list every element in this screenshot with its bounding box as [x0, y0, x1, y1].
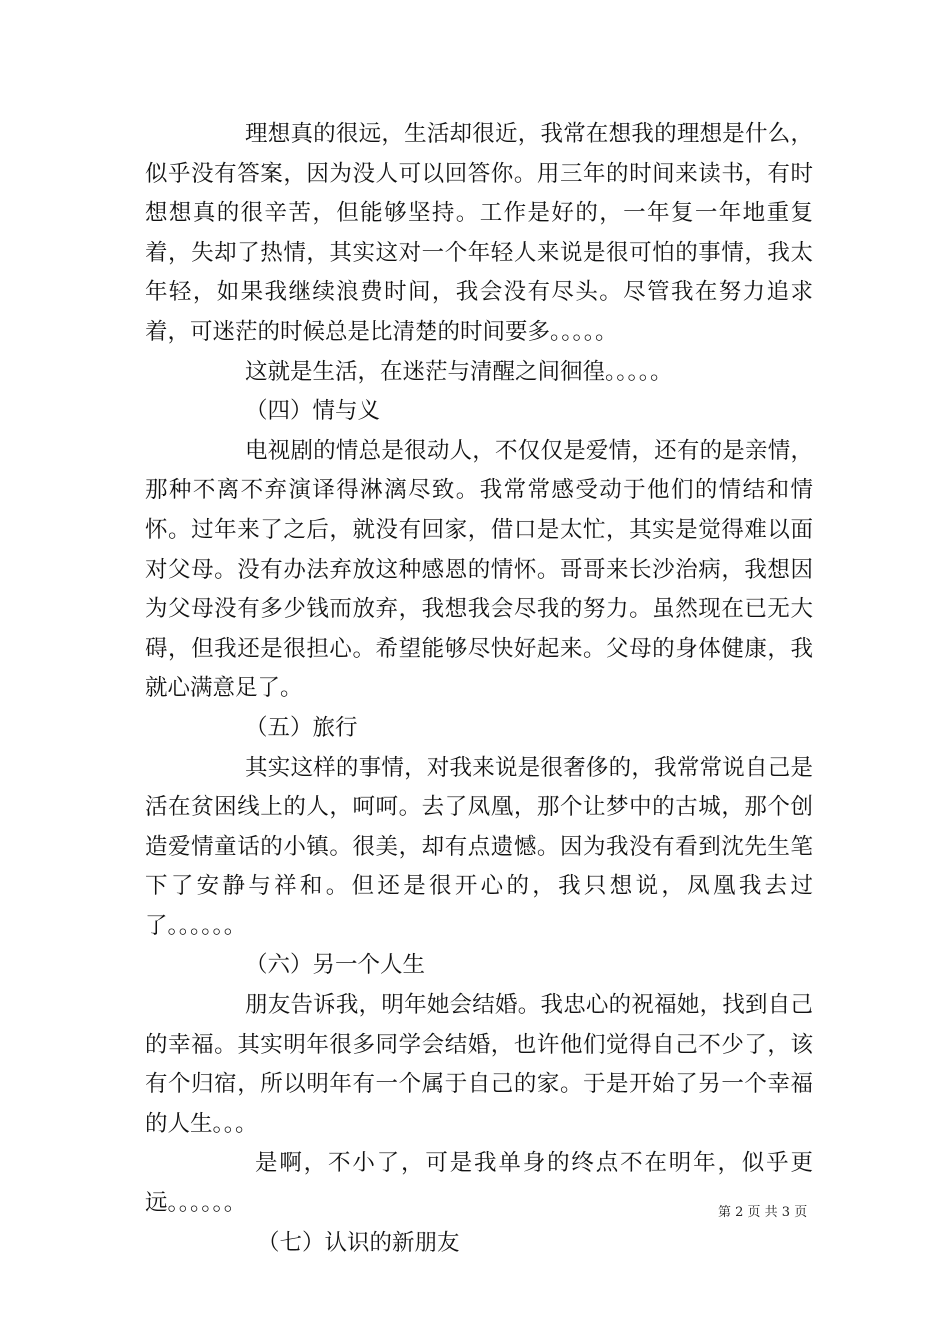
section-heading-7: （七）认识的新朋友: [257, 1229, 460, 1256]
page-number-footer: 第 2 页 共 3 页: [718, 1205, 808, 1220]
section-heading-6: （六）另一个人生: [245, 952, 426, 979]
section-heading-4: （四）情与义: [245, 398, 381, 425]
paragraph-travel: 其实这样的事情，对我来说是很奢侈的，我常常说自己是活在贫困线上的人，呵呵。去了凤凰，那个让梦中的古城，那个创造爱情童话的小镇。很美，却有点遗憾。因为我没有看到沈先生笔下了安静与祥和。但还是很开心的，我只想说，凤凰我去过了。。。。。。: [145, 754, 813, 939]
paragraph-single: 是啊，不小了，可是我单身的终点不在明年，似乎更远。。。。。。: [145, 1150, 813, 1217]
paragraph-ideal: 理想真的很远，生活却很近，我常在想我的理想是什么，似乎没有答案，因为没人可以回答你。用三年的时间来读书，有时想想真的很辛苦，但能够坚持。工作是好的，一年复一年地重复着，失却了热情，其实这对一个年轻人来说是很可怕的事情，我太年轻，如果我继续浪费时间，我会没有尽头。尽管我在努力追求着，可迷茫的时候总是比清楚的时间要多。。。。。: [145, 121, 813, 345]
section-heading-5: （五）旅行: [245, 714, 358, 741]
paragraph-another-life: 朋友告诉我，明年她会结婚。我忠心的祝福她，找到自己的幸福。其实明年很多同学会结婚，也许他们觉得自己不少了，该有个归宿，所以明年有一个属于自己的家。于是开始了另一个幸福的人生。。。: [145, 992, 813, 1137]
document-body: [145, 115, 813, 1263]
paragraph-life: 这就是生活，在迷茫与清醒之间徊徨。。。。。: [245, 358, 673, 385]
paragraph-family: 电视剧的情总是很动人，不仅仅是爱情，还有的是亲情，那种不离不弃演译得淋漓尽致。我常常感受动于他们的情结和情怀。过年来了之后，就没有回家，借口是太忙，其实是觉得难以面对父母。没有办法弃放这种感恩的情怀。哥哥来长沙治病，我想因为父母没有多少钱而放弃，我想我会尽我的努力。虽然现在已无大碍，但我还是很担心。希望能够尽快好起来。父母的身体健康，我就心满意足了。: [145, 437, 813, 702]
